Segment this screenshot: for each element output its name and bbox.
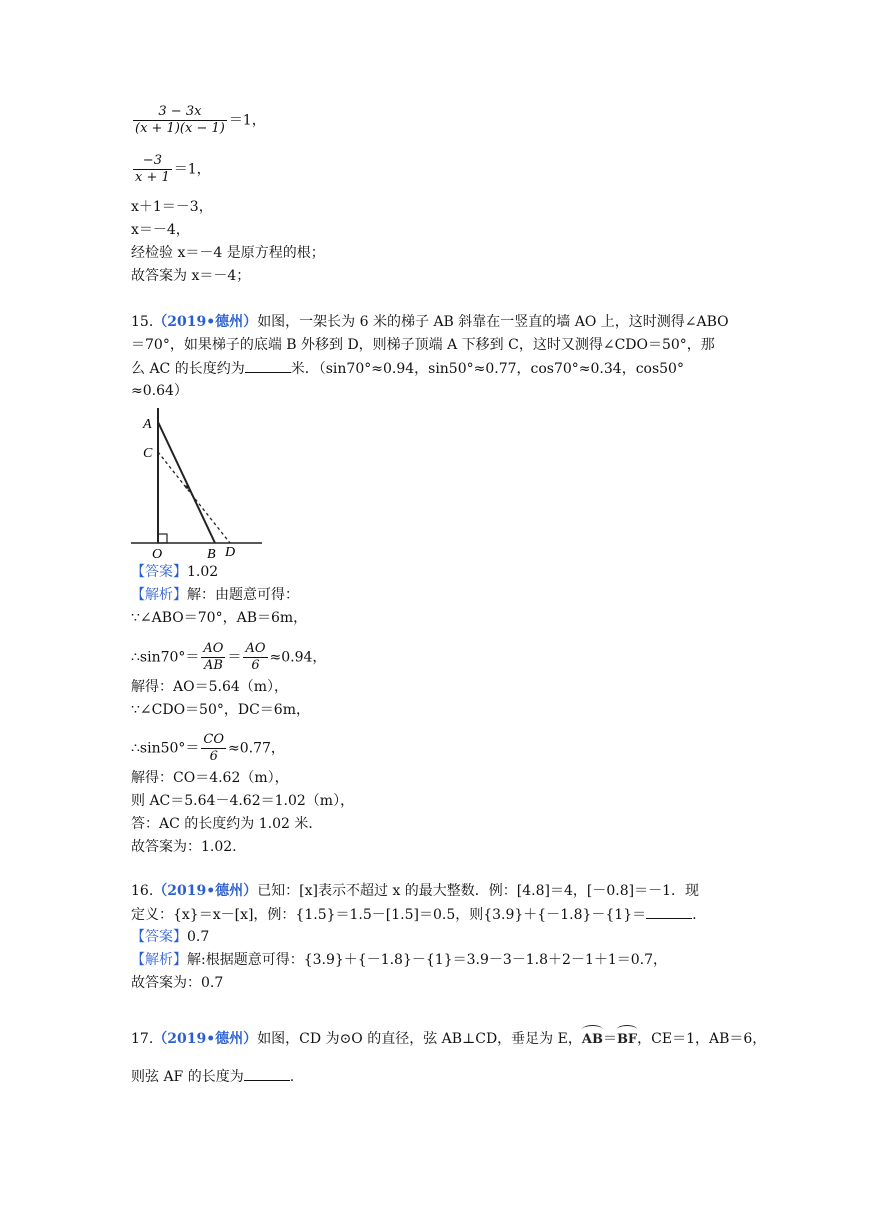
equation-rhs: ＝1， (173, 161, 211, 178)
question-source: （2019•德州） (153, 883, 258, 899)
analysis-text: ≈0.94， (269, 649, 327, 666)
denominator: 6 (201, 748, 226, 765)
analysis-text: ≈0.77， (228, 740, 285, 757)
question-text: 则弦 AF 的长度为 (131, 1069, 244, 1085)
analysis-text: 解：由题意可得： (187, 587, 299, 603)
intersection-dot (185, 485, 189, 489)
question-text: 米．（sin70°≈0.94，sin50°≈0.77，cos70°≈0.34，cos50° (290, 361, 684, 377)
question-15-line-3 (131, 358, 684, 379)
question-17-line-1 (131, 1029, 766, 1050)
question-source: （2019•德州） (153, 1031, 258, 1047)
q15-analysis-line-5: ∵∠CDO＝50°，DC＝6m， (131, 702, 310, 718)
solution-line: 故答案为 x＝－4； (131, 268, 251, 284)
question-text: . (289, 1069, 295, 1085)
question-text: 已知：[x]表示不超过 x 的最大整数．例：[4.8]＝4，[－0.8]＝－1．现 (257, 883, 699, 899)
q15-analysis-line-8: 则 AC＝5.64－4.62＝1.02（m）， (131, 793, 355, 809)
question-number: 17. (131, 1031, 154, 1047)
analysis-text: 解:根据题意可得：{3.9}＋{－1.8}－{1}＝3.9－3－1.8＋2－1＋1＝0.7， (187, 952, 668, 968)
numerator: 3 − 3x (158, 104, 202, 119)
ladder-figure (131, 408, 266, 560)
ladder-ab (158, 422, 215, 543)
arc-bf: BF (617, 1030, 637, 1050)
label-o: O (152, 547, 163, 560)
denominator: 6 (243, 657, 267, 674)
question-15-line-4: ≈0.64） (131, 383, 188, 399)
fraction (133, 153, 172, 186)
analysis-text: ∴sin70°＝ (131, 649, 200, 666)
fraction (201, 641, 225, 674)
equation-rhs: ＝1， (228, 112, 266, 129)
question-16-line-2 (131, 904, 697, 925)
question-source: （2019•德州） (153, 314, 258, 330)
answer-value: 1.02 (187, 564, 219, 580)
label-d: D (225, 545, 236, 560)
question-17-line-2 (131, 1066, 294, 1087)
question-text: ，CE＝1，AB＝6， (637, 1031, 767, 1047)
fraction (133, 104, 227, 137)
q15-analysis-line-2: ∵∠ABO＝70°，AB＝6m， (131, 610, 308, 626)
q15-analysis-line-6 (131, 732, 285, 765)
answer-tag: 【答案】 (131, 929, 187, 945)
question-15-line-2: ＝70°，如果梯子的底端 B 外移到 D，则梯子顶端 A 下移到 C，这时又测得∠CDO＝50°，那 (131, 337, 715, 353)
q16-analysis (131, 950, 667, 970)
arc-ab: AB (582, 1030, 603, 1050)
analysis-text: ∴sin50°＝ (131, 740, 200, 757)
analysis-tag: 【解析】 (131, 587, 187, 603)
label-c: C (143, 446, 153, 461)
denominator: AB (201, 657, 225, 674)
question-text: 如图，一架长为 6 米的梯子 AB 斜靠在一竖直的墙 AO 上，这时测得∠ABO (257, 314, 729, 330)
question-number: 15. (131, 314, 154, 330)
q15-analysis-line-4: 解得：AO＝5.64（m）， (131, 679, 289, 695)
numerator: AO (245, 641, 266, 656)
equals-sign: ＝ (602, 1031, 617, 1047)
denominator: x + 1 (135, 170, 170, 185)
right-angle-mark (158, 534, 167, 543)
numerator: AO (203, 641, 224, 656)
fraction (201, 732, 226, 765)
numerator: CO (203, 732, 225, 747)
question-text: . (692, 907, 697, 923)
analysis-tag: 【解析】 (131, 952, 187, 968)
question-text: 如图，CD 为⊙O 的直径，弦 AB⊥CD，垂足为 E， (257, 1031, 582, 1047)
q15-analysis-line-1 (131, 585, 299, 605)
denominator: (x + 1)(x − 1) (135, 121, 225, 136)
q15-analysis-line-7: 解得：CO＝4.62（m）， (131, 770, 289, 786)
numerator: −3 (142, 153, 162, 168)
q15-analysis-line-10: 故答案为：1.02. (131, 839, 237, 855)
solution-line: x＝－4， (131, 222, 190, 238)
q15-answer (131, 562, 218, 582)
question-text: 么 AC 的长度约为 (131, 361, 245, 377)
answer-value: 0.7 (187, 929, 210, 945)
solution-line: 经检验 x＝－4 是原方程的根； (131, 245, 325, 261)
q15-analysis-line-3: ∴sin70°＝ $\frac{AO}{AB}$ ＝ $\frac{AO}{6}$ ≈0.94， (131, 641, 327, 673)
answer-blank (646, 904, 692, 919)
q16-conclusion: 故答案为：0.7 (131, 975, 224, 991)
q16-answer (131, 927, 209, 947)
answer-tag: 【答案】 (131, 564, 187, 580)
label-a: A (143, 417, 152, 432)
question-16-line-1 (131, 881, 699, 901)
answer-blank (245, 358, 291, 373)
question-number: 16. (131, 883, 154, 899)
solution-line: x＋1＝－3， (131, 199, 213, 215)
label-b: B (207, 547, 216, 560)
equation-line-2 (131, 153, 211, 186)
question-15-line-1 (131, 312, 729, 332)
fraction (243, 641, 267, 674)
question-text: 定义：{x}＝x－[x]，例：{1.5}＝1.5－[1.5]＝0.5，则{3.9}＋{－1.8}－{1}＝ (131, 907, 647, 923)
answer-blank (244, 1066, 290, 1081)
equation-line-1 (131, 104, 266, 137)
q15-analysis-line-9: 答：AC 的长度约为 1.02 米． (131, 816, 323, 832)
